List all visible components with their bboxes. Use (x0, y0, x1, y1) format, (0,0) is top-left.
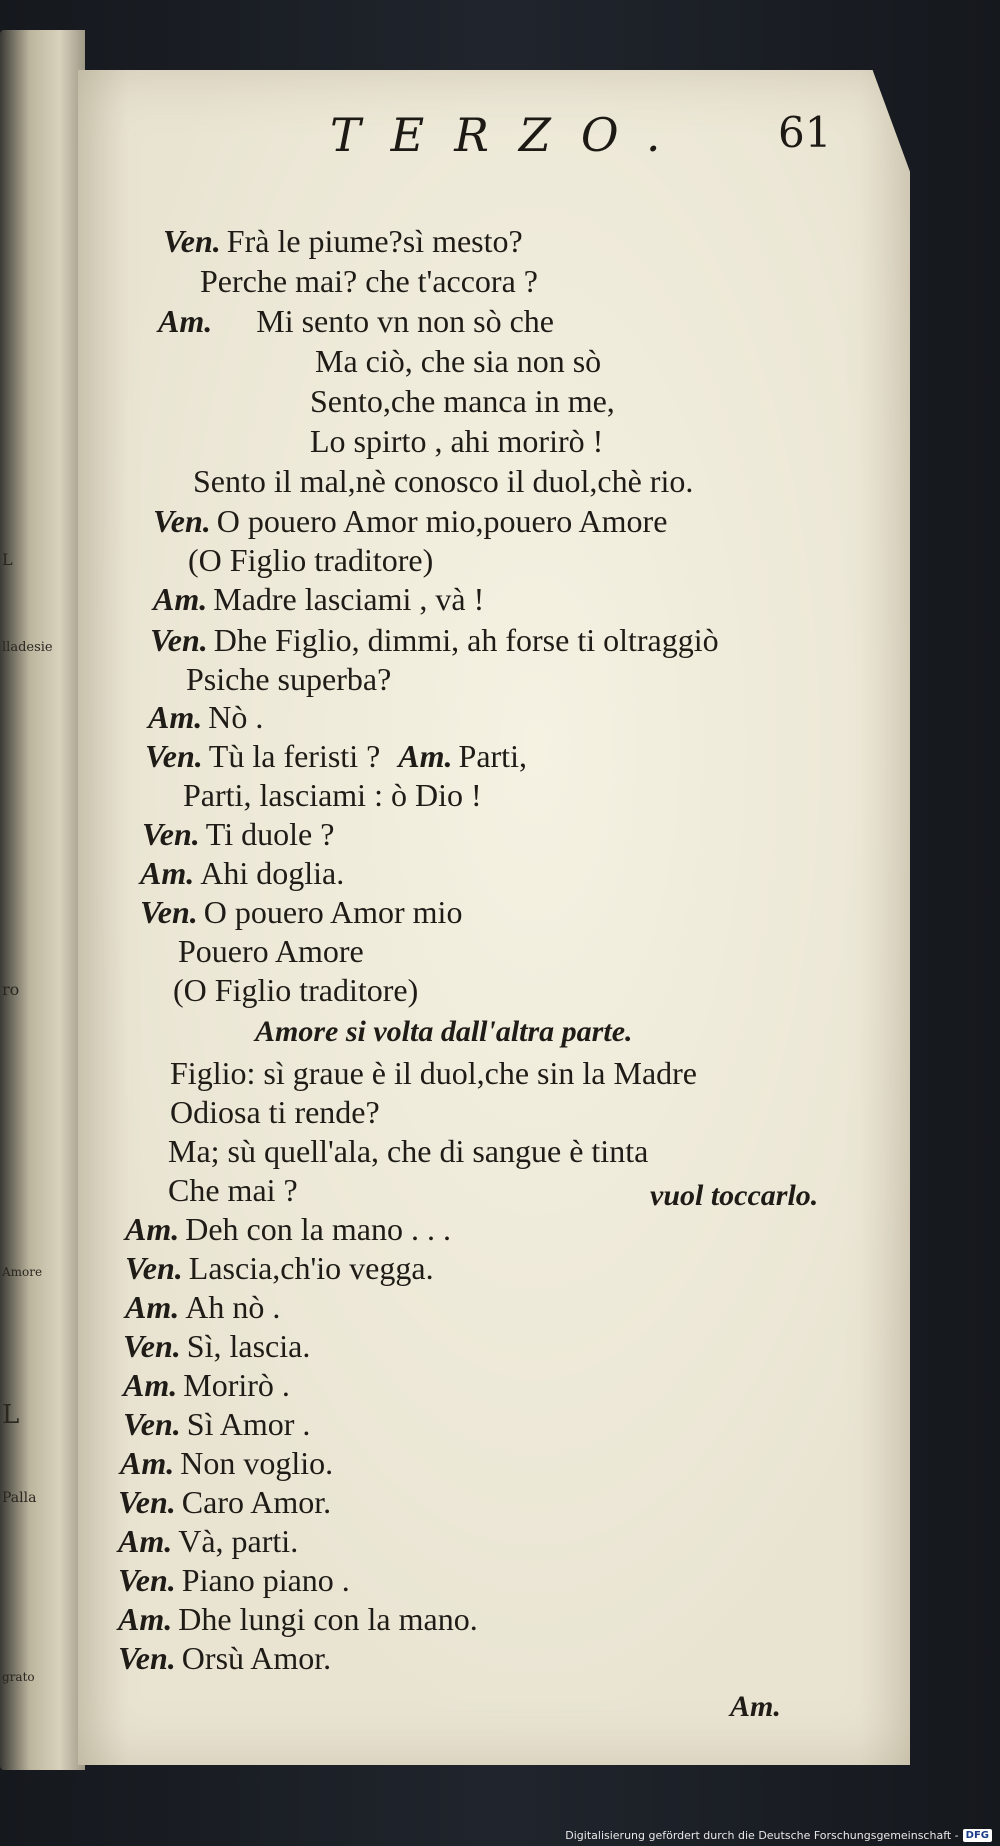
spine-fragment: Amore (2, 1265, 43, 1279)
verse-text: Parti, (458, 738, 527, 774)
verse-text: Ah nò . (185, 1289, 281, 1325)
speaker-label: Am. (158, 303, 213, 339)
text-line (118, 1522, 298, 1560)
speaker-label: Ven. (150, 622, 208, 658)
text-line (200, 262, 538, 300)
verse-text: Deh con la mano . . . (185, 1211, 451, 1247)
verse-text: Sì, lascia. (186, 1328, 311, 1364)
speaker-label: Am. (125, 1211, 180, 1247)
text-line (125, 1210, 451, 1248)
text-line (123, 1366, 290, 1404)
verse-text: Ahi doglia. (200, 855, 345, 891)
text-line (186, 660, 391, 698)
text-line (142, 815, 334, 853)
page-number: 61 (778, 108, 832, 157)
verse-text: Parti, lasciami : ò Dio ! (183, 777, 482, 813)
speaker-label: Ven. (153, 503, 211, 539)
speaker-label: Am. (140, 855, 195, 891)
verse-text: Dhe Figlio, dimmi, ah forse ti oltraggiò (213, 622, 719, 658)
credit-text: Digitalisierung gefördert durch die Deutsche Forschungsgemeinschaft - (565, 1829, 959, 1842)
verse-text: Non voglio. (180, 1445, 334, 1481)
verse-text: Psiche superba? (186, 661, 392, 697)
verse-text: Morirò . (183, 1367, 290, 1403)
text-line (118, 1483, 331, 1521)
text-line (163, 222, 523, 260)
text-line (118, 1639, 331, 1677)
text-line (193, 462, 693, 500)
text-line (315, 342, 601, 380)
spine-fragment: ro (2, 980, 20, 999)
verse-text: Lo spirto , ahi morirò ! (310, 423, 604, 459)
verse-text: Caro Amor. (181, 1484, 332, 1520)
text-line (183, 776, 482, 814)
text-line (145, 737, 527, 775)
text-line (120, 1444, 333, 1482)
verse-text: Odiosa ti rende? (170, 1094, 380, 1130)
speaker-label: Ven. (125, 1250, 183, 1286)
text-line (125, 1249, 434, 1287)
verse-text: Nò . (208, 699, 264, 735)
verse-text: Che mai ? (168, 1172, 298, 1208)
text-line (168, 1132, 648, 1170)
speaker-label: Am. (120, 1445, 175, 1481)
text-line (168, 1171, 298, 1209)
text-line (140, 854, 344, 892)
text-line (158, 302, 554, 340)
speaker-label: Ven. (142, 816, 200, 852)
verse-text: Ti duole ? (205, 816, 335, 852)
verse-text: Và, parti. (178, 1523, 299, 1559)
spine-fragment: lladesie (2, 640, 53, 655)
speaker-label: Am. (398, 738, 453, 774)
speaker-label: Am. (153, 581, 208, 617)
verse-text: Ma ciò, che sia non sò (315, 343, 602, 379)
speaker-label: Ven. (140, 894, 198, 930)
speaker-label: Ven. (118, 1562, 176, 1598)
speaker-label: Ven. (163, 223, 221, 259)
speaker-label: Ven. (118, 1640, 176, 1676)
running-head: TERZO. (330, 108, 691, 162)
text-line (118, 1561, 350, 1599)
verse-text: Sento il mal,nè conosco il duol,chè rio. (193, 463, 694, 499)
speaker-label: Am. (123, 1367, 178, 1403)
verse-text: (O Figlio traditore) (188, 542, 434, 578)
verse-text: Pouero Amore (178, 933, 364, 969)
speaker-label: Ven. (123, 1328, 181, 1364)
verse-text: O pouero Amor mio (203, 894, 463, 930)
verse-text: Orsù Amor. (181, 1640, 332, 1676)
text-line (123, 1327, 310, 1365)
text-line (123, 1405, 310, 1443)
verse-text: Sì Amor . (186, 1406, 311, 1442)
speaker-label: Ven. (118, 1484, 176, 1520)
verse-text: Perche mai? che t'accora ? (200, 263, 538, 299)
verse-text: Figlio: sì graue è il duol,che sin la Madre (170, 1055, 697, 1091)
speaker-label: Ven. (123, 1406, 181, 1442)
verse-text: Frà le piume?sì mesto? (226, 223, 523, 259)
stage-direction: Amore si volta dall'altra parte. (255, 1015, 633, 1048)
stage-direction: vuol toccarlo. (650, 1179, 819, 1212)
verse-text: Tù la feristi ? (208, 738, 381, 774)
text-line (173, 971, 418, 1009)
text-line (118, 1600, 478, 1638)
speaker-label: Am. (118, 1523, 173, 1559)
speaker-label: Ven. (145, 738, 203, 774)
verse-text: (O Figlio traditore) (173, 972, 419, 1008)
verse-text: Sento,che manca in me, (310, 383, 615, 419)
dfg-logo-icon: DFG (963, 1829, 992, 1842)
catchword: Am. (730, 1690, 781, 1723)
spine-fragment: Palla (2, 1490, 37, 1506)
text-line (153, 580, 484, 618)
verse-text: Dhe lungi con la mano. (178, 1601, 478, 1637)
text-line (153, 502, 667, 540)
text-line (150, 621, 719, 659)
facing-page-edge (0, 30, 85, 1770)
verse-text: Lascia,ch'io vegga. (188, 1250, 434, 1286)
verse-text: Ma; sù quell'ala, che di sangue è tinta (168, 1133, 649, 1169)
speaker-label: Am. (118, 1601, 173, 1637)
text-line (140, 893, 462, 931)
speaker-label: Am. (148, 699, 203, 735)
text-line (178, 932, 364, 970)
digitization-credit (565, 1829, 992, 1842)
text-line (310, 422, 603, 460)
spine-fragment: L (2, 550, 13, 569)
verse-text: Mi sento vn non sò che (256, 303, 554, 339)
text-line (310, 382, 615, 420)
spine-fragment: L (2, 1400, 20, 1430)
spine-fragment: grato (2, 1670, 35, 1684)
verse-text: Madre lasciami , và ! (213, 581, 485, 617)
text-line (188, 541, 433, 579)
text-line (148, 698, 263, 736)
text-line (170, 1054, 697, 1092)
speaker-label: Am. (125, 1289, 180, 1325)
verse-text: Piano piano . (181, 1562, 350, 1598)
verse-text: O pouero Amor mio,pouero Amore (216, 503, 668, 539)
text-line (170, 1093, 380, 1131)
text-line (125, 1288, 280, 1326)
